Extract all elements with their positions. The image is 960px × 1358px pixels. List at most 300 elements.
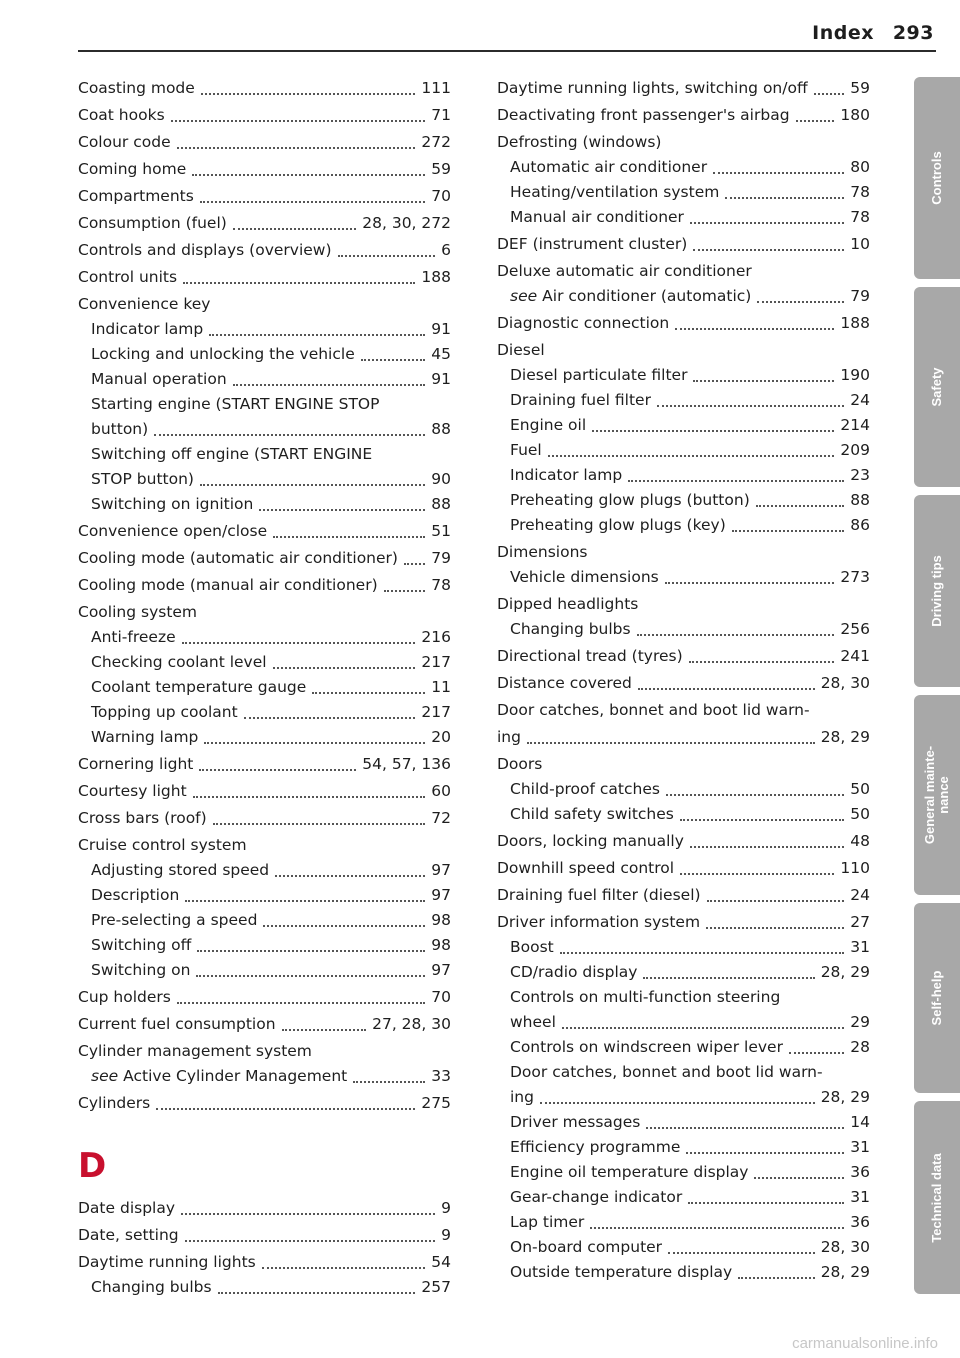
index-entry: [78, 779, 451, 804]
entry-text: Door catches, bonnet and boot lid warn-: [497, 701, 810, 719]
dot-leader: [540, 1102, 815, 1104]
dot-leader: [725, 197, 844, 199]
entry-text: Switching on ignition: [91, 495, 254, 513]
entry-text: Cooling mode (automatic air conditioner): [78, 549, 398, 567]
index-entry: [497, 752, 870, 777]
entry-text: Engine oil temperature display: [510, 1163, 749, 1181]
entry-pages[interactable]: 6: [441, 241, 451, 259]
entry-pages[interactable]: 50: [850, 805, 870, 823]
entry-pages[interactable]: 273: [840, 568, 870, 586]
entry-pages[interactable]: 9: [441, 1199, 451, 1217]
entry-text: Cup holders: [78, 988, 171, 1006]
entry-text: Doors, locking manually: [497, 832, 684, 850]
entry-label: [510, 284, 751, 309]
index-entry: [78, 625, 451, 650]
entry-text: Draining fuel filter (diesel): [497, 886, 701, 904]
entry-text: Changing bulbs: [91, 1278, 212, 1296]
dot-leader: [353, 1081, 425, 1083]
index-entry: [497, 388, 870, 413]
index-entry: [78, 392, 451, 417]
dot-leader: [244, 717, 416, 719]
entry-pages[interactable]: 97: [431, 961, 451, 979]
entry-label: [497, 883, 701, 908]
entry-label: [510, 1110, 640, 1135]
entry-label: [510, 802, 674, 827]
entry-pages[interactable]: 28, 30: [820, 1238, 870, 1256]
dot-leader: [527, 742, 815, 744]
entry-pages[interactable]: 28, 30: [820, 674, 870, 692]
dot-leader: [361, 359, 426, 361]
entry-pages[interactable]: 27: [850, 913, 870, 931]
index-entry: [78, 442, 451, 467]
entry-pages[interactable]: 23: [850, 466, 870, 484]
entry-text: Outside temperature display: [510, 1263, 733, 1281]
index-entry: [78, 367, 451, 392]
entry-pages[interactable]: 110: [840, 859, 870, 877]
entry-pages[interactable]: 71: [431, 106, 451, 124]
entry-pages[interactable]: 31: [850, 938, 870, 956]
entry-pages[interactable]: 78: [431, 576, 451, 594]
entry-pages[interactable]: 91: [431, 370, 451, 388]
entry-pages[interactable]: 70: [431, 187, 451, 205]
entry-text: Switching on: [91, 961, 191, 979]
entry-pages[interactable]: 27, 28, 30: [372, 1015, 451, 1033]
index-list-d-continued: [497, 76, 870, 1285]
dot-leader: [690, 222, 844, 224]
dot-leader: [814, 93, 845, 95]
entry-text: Anti-freeze: [91, 628, 176, 646]
dot-leader: [738, 1277, 815, 1279]
entry-text: Switching off: [91, 936, 192, 954]
index-entry: [497, 130, 870, 155]
entry-text: Cross bars (roof): [78, 809, 207, 827]
index-entry: [78, 858, 451, 883]
index-entry: [497, 910, 870, 935]
entry-pages[interactable]: 24: [850, 886, 870, 904]
dot-leader: [689, 661, 835, 663]
index-entry: [497, 1135, 870, 1160]
entry-pages[interactable]: 97: [431, 886, 451, 904]
entry-pages[interactable]: 9: [441, 1226, 451, 1244]
entry-text: STOP button): [91, 470, 194, 488]
entry-pages[interactable]: 79: [431, 549, 451, 567]
index-entry: [497, 1210, 870, 1235]
entry-text: Diagnostic connection: [497, 314, 670, 332]
entry-text: Preheating glow plugs (key): [510, 516, 726, 534]
entry-pages[interactable]: 88: [431, 420, 451, 438]
entry-text: Pre-selecting a speed: [91, 911, 258, 929]
entry-pages[interactable]: 217: [421, 653, 451, 671]
index-entry: [78, 292, 451, 317]
entry-pages[interactable]: 11: [431, 678, 451, 696]
entry-text: Door catches, bonnet and boot lid warn-: [510, 1063, 823, 1081]
entry-pages[interactable]: 257: [421, 1278, 451, 1296]
index-entry: [497, 1085, 870, 1110]
entry-text: Colour code: [78, 133, 171, 151]
entry-text: Control units: [78, 268, 178, 286]
entry-text: Automatic air conditioner: [510, 158, 708, 176]
index-entry: [497, 180, 870, 205]
dot-leader: [707, 900, 845, 902]
entry-pages[interactable]: 50: [850, 780, 870, 798]
dot-leader: [196, 975, 425, 977]
entry-pages[interactable]: 28: [850, 1038, 870, 1056]
watermark: carmanualsonline.info: [792, 1335, 938, 1352]
index-entry: [497, 1235, 870, 1260]
entry-text: Locking and unlocking the vehicle: [91, 345, 355, 363]
entry-label: [510, 155, 707, 180]
index-entry: [78, 700, 451, 725]
entry-pages[interactable]: 241: [840, 647, 870, 665]
index-entry: [78, 752, 451, 777]
entry-pages[interactable]: 20: [431, 728, 451, 746]
entry-pages[interactable]: 36: [850, 1163, 870, 1181]
entry-label: [78, 1012, 276, 1037]
entry-pages[interactable]: 216: [421, 628, 451, 646]
entry-label: [91, 367, 227, 392]
dot-leader: [592, 430, 834, 432]
dot-leader: [156, 1108, 415, 1110]
dot-leader: [233, 384, 426, 386]
entry-pages[interactable]: 80: [850, 158, 870, 176]
entry-label: [78, 806, 207, 831]
index-entry: [78, 157, 451, 182]
entry-pages[interactable]: 31: [850, 1138, 870, 1156]
entry-label: [497, 76, 808, 101]
entry-label: [91, 442, 372, 467]
entry-pages[interactable]: 209: [840, 441, 870, 459]
tab-label: Safety: [929, 367, 944, 407]
entry-label: [510, 363, 687, 388]
index-entry: [78, 211, 451, 236]
entry-pages[interactable]: 88: [431, 495, 451, 513]
dot-leader: [657, 405, 844, 407]
entry-text: On-board computer: [510, 1238, 663, 1256]
index-entry: [497, 363, 870, 388]
entry-label: [510, 1010, 556, 1035]
index-entry: [78, 725, 451, 750]
entry-label: [78, 752, 193, 777]
index-entry: [78, 342, 451, 367]
entry-pages[interactable]: 72: [431, 809, 451, 827]
dot-leader: [263, 925, 425, 927]
dot-leader: [218, 1292, 416, 1294]
entry-text: CD/radio display: [510, 963, 638, 981]
index-entry: [497, 463, 870, 488]
tab-safety[interactable]: [914, 287, 960, 487]
entry-pages[interactable]: 54, 57, 136: [362, 755, 451, 773]
index-entry: [78, 76, 451, 101]
entry-text: Controls on windscreen wiper lever: [510, 1038, 783, 1056]
dot-leader: [273, 536, 425, 538]
entry-text: Heating/ventilation system: [510, 183, 720, 201]
entry-label: [510, 777, 660, 802]
entry-text: Child safety switches: [510, 805, 674, 823]
page-title: Index: [812, 22, 874, 44]
entry-pages[interactable]: 272: [421, 133, 451, 151]
dot-leader: [200, 201, 425, 203]
entry-text: Coming home: [78, 160, 187, 178]
entry-pages[interactable]: 59: [431, 160, 451, 178]
entry-label: [510, 1260, 732, 1285]
dot-leader: [665, 582, 835, 584]
entry-label: [78, 157, 186, 182]
entry-text: Starting engine (START ENGINE STOP: [91, 395, 380, 413]
entry-text: Deluxe automatic air conditioner: [497, 262, 752, 280]
index-entry: [78, 417, 451, 442]
entry-pages[interactable]: 45: [431, 345, 451, 363]
entry-pages[interactable]: 86: [850, 516, 870, 534]
index-entry: [497, 284, 870, 309]
index-entry: [497, 802, 870, 827]
dot-leader: [643, 977, 814, 979]
entry-pages[interactable]: 48: [850, 832, 870, 850]
entry-pages[interactable]: 188: [421, 268, 451, 286]
dot-leader: [384, 590, 426, 592]
index-entry: [497, 856, 870, 881]
index-entry: [497, 777, 870, 802]
dot-leader: [233, 228, 356, 230]
dot-leader: [273, 667, 416, 669]
entry-label: [497, 829, 684, 854]
entry-pages[interactable]: 10: [850, 235, 870, 253]
entry-label: [510, 565, 659, 590]
entry-label: [497, 671, 632, 696]
index-entry: [78, 806, 451, 831]
entry-label: [78, 238, 332, 263]
index-entry: [78, 1012, 451, 1037]
entry-pages[interactable]: 98: [431, 936, 451, 954]
dot-leader: [548, 455, 835, 457]
entry-text: Date, setting: [78, 1226, 179, 1244]
index-entry: [78, 1091, 451, 1116]
tab-driving-tips[interactable]: [914, 495, 960, 687]
entry-pages[interactable]: 51: [431, 522, 451, 540]
section-letter-heading: D: [78, 1146, 107, 1186]
index-entry: [497, 1010, 870, 1035]
index-entry: [78, 317, 451, 342]
entry-pages[interactable]: 28, 29: [820, 1088, 870, 1106]
entry-label: [497, 856, 674, 881]
index-entry: [78, 1064, 451, 1089]
entry-pages[interactable]: 97: [431, 861, 451, 879]
entry-pages[interactable]: 28, 29: [820, 1263, 870, 1281]
entry-pages[interactable]: 180: [840, 106, 870, 124]
dot-leader: [193, 796, 426, 798]
tab-label: Driving tips: [929, 555, 944, 627]
entry-pages[interactable]: 90: [431, 470, 451, 488]
dot-leader: [200, 484, 425, 486]
dot-leader: [199, 769, 356, 771]
dot-leader: [796, 120, 835, 122]
entry-pages[interactable]: 70: [431, 988, 451, 1006]
dot-leader: [628, 480, 844, 482]
index-entry: [497, 413, 870, 438]
entry-pages[interactable]: 111: [421, 79, 451, 97]
entry-label: [91, 675, 306, 700]
entry-text: Courtesy light: [78, 782, 187, 800]
dot-leader: [177, 1002, 425, 1004]
entry-pages[interactable]: 217: [421, 703, 451, 721]
entry-label: [78, 184, 194, 209]
entry-label: [91, 392, 379, 417]
entry-label: [497, 311, 669, 336]
index-entry: [497, 617, 870, 642]
entry-pages[interactable]: 28, 29: [820, 728, 870, 746]
entry-pages[interactable]: 78: [850, 183, 870, 201]
index-entry: [78, 675, 451, 700]
entry-label: [91, 1064, 347, 1089]
entry-text: Downhill speed control: [497, 859, 675, 877]
dot-leader: [688, 1202, 844, 1204]
dot-leader: [338, 255, 436, 257]
index-entry: [497, 232, 870, 257]
entry-text: Fuel: [510, 441, 542, 459]
entry-pages[interactable]: 190: [840, 366, 870, 384]
entry-label: [497, 540, 587, 565]
dot-leader: [560, 952, 845, 954]
entry-pages[interactable]: 24: [850, 391, 870, 409]
entry-label: [78, 833, 247, 858]
entry-label: [91, 858, 269, 883]
entry-pages[interactable]: 59: [850, 79, 870, 97]
entry-label: [78, 1250, 256, 1275]
entry-pages[interactable]: 79: [850, 287, 870, 305]
index-entry: [497, 513, 870, 538]
entry-label: [78, 292, 210, 317]
entry-pages[interactable]: 88: [850, 491, 870, 509]
dot-leader: [757, 301, 844, 303]
entry-label: [78, 985, 171, 1010]
dot-leader: [789, 1052, 844, 1054]
entry-label: [497, 259, 752, 284]
entry-text: Child-proof catches: [510, 780, 660, 798]
entry-label: [91, 342, 355, 367]
entry-text: Dipped headlights: [497, 595, 639, 613]
dot-leader: [686, 1152, 844, 1154]
entry-label: [497, 130, 661, 155]
entry-label: [497, 752, 542, 777]
dot-leader: [404, 563, 425, 565]
entry-text: Coolant temperature gauge: [91, 678, 307, 696]
entry-text: Cylinder management system: [78, 1042, 312, 1060]
dot-leader: [693, 249, 844, 251]
index-entry: [78, 519, 451, 544]
entry-label: [78, 779, 187, 804]
entry-pages[interactable]: 78: [850, 208, 870, 226]
entry-label: [78, 519, 267, 544]
tab-label: Technical data: [929, 1152, 944, 1243]
entry-label: [497, 725, 521, 750]
entry-label: [510, 1035, 783, 1060]
entry-label: [497, 910, 700, 935]
index-entry: [78, 1196, 451, 1221]
index-entry: [78, 573, 451, 598]
entry-text: Preheating glow plugs (button): [510, 491, 750, 509]
tab-controls[interactable]: [914, 77, 960, 279]
entry-pages[interactable]: 256: [840, 620, 870, 638]
index-entry: [78, 238, 451, 263]
entry-pages[interactable]: 275: [421, 1094, 451, 1112]
tab-self-help[interactable]: [914, 903, 960, 1093]
entry-label: [91, 417, 148, 442]
entry-pages[interactable]: 29: [850, 1013, 870, 1031]
dot-leader: [706, 927, 844, 929]
dot-leader: [638, 688, 815, 690]
dot-leader: [666, 794, 844, 796]
entry-text: Manual operation: [91, 370, 227, 388]
dot-leader: [181, 1213, 435, 1215]
index-list-c: [78, 76, 451, 1116]
entry-pages[interactable]: 28, 29: [820, 963, 870, 981]
entry-label: [510, 438, 542, 463]
index-entry: [78, 958, 451, 983]
index-entry: [497, 883, 870, 908]
entry-label: [91, 725, 198, 750]
entry-label: [91, 700, 238, 725]
entry-label: [78, 1039, 312, 1064]
index-entry: [497, 540, 870, 565]
entry-label: [78, 573, 378, 598]
see-reference: see: [510, 287, 538, 305]
entry-pages[interactable]: 54: [431, 1253, 451, 1271]
entry-pages[interactable]: 214: [840, 416, 870, 434]
entry-label: [78, 211, 227, 236]
entry-pages[interactable]: 188: [840, 314, 870, 332]
entry-pages[interactable]: 31: [850, 1188, 870, 1206]
entry-text: Cylinders: [78, 1094, 151, 1112]
entry-text: Warning lamp: [91, 728, 199, 746]
entry-text: Deactivating front passenger's airbag: [497, 106, 790, 124]
dot-leader: [282, 1029, 367, 1031]
entry-pages[interactable]: 28, 30, 272: [362, 214, 451, 232]
tab-general-maintenance[interactable]: [914, 695, 960, 895]
entry-pages[interactable]: 98: [431, 911, 451, 929]
entry-text: Indicator lamp: [510, 466, 623, 484]
entry-pages[interactable]: 36: [850, 1213, 870, 1231]
entry-label: [78, 265, 177, 290]
entry-pages[interactable]: 60: [431, 782, 451, 800]
index-entry: [78, 600, 451, 625]
index-entry: [497, 698, 870, 723]
dot-leader: [754, 1177, 844, 1179]
entry-label: [510, 413, 586, 438]
entry-label: [510, 488, 750, 513]
entry-pages[interactable]: 91: [431, 320, 451, 338]
dot-leader: [201, 93, 416, 95]
dot-leader: [185, 1240, 435, 1242]
entry-text: wheel: [510, 1013, 556, 1031]
index-column-left: [78, 74, 451, 1300]
dot-leader: [637, 634, 835, 636]
tab-technical-data[interactable]: [914, 1101, 960, 1294]
index-entry: [497, 829, 870, 854]
entry-text: Consumption (fuel): [78, 214, 227, 232]
entry-label: [78, 76, 195, 101]
entry-pages[interactable]: 14: [850, 1113, 870, 1131]
entry-pages[interactable]: 33: [431, 1067, 451, 1085]
dot-leader: [213, 823, 426, 825]
entry-text: Convenience key: [78, 295, 211, 313]
dot-leader: [756, 505, 845, 507]
entry-text: button): [91, 420, 149, 438]
entry-label: [91, 625, 176, 650]
entry-text: Manual air conditioner: [510, 208, 684, 226]
entry-text: Draining fuel filter: [510, 391, 651, 409]
entry-text: ing: [497, 728, 521, 746]
index-entry: [78, 985, 451, 1010]
entry-text: Controls on multi-function steering: [510, 988, 781, 1006]
